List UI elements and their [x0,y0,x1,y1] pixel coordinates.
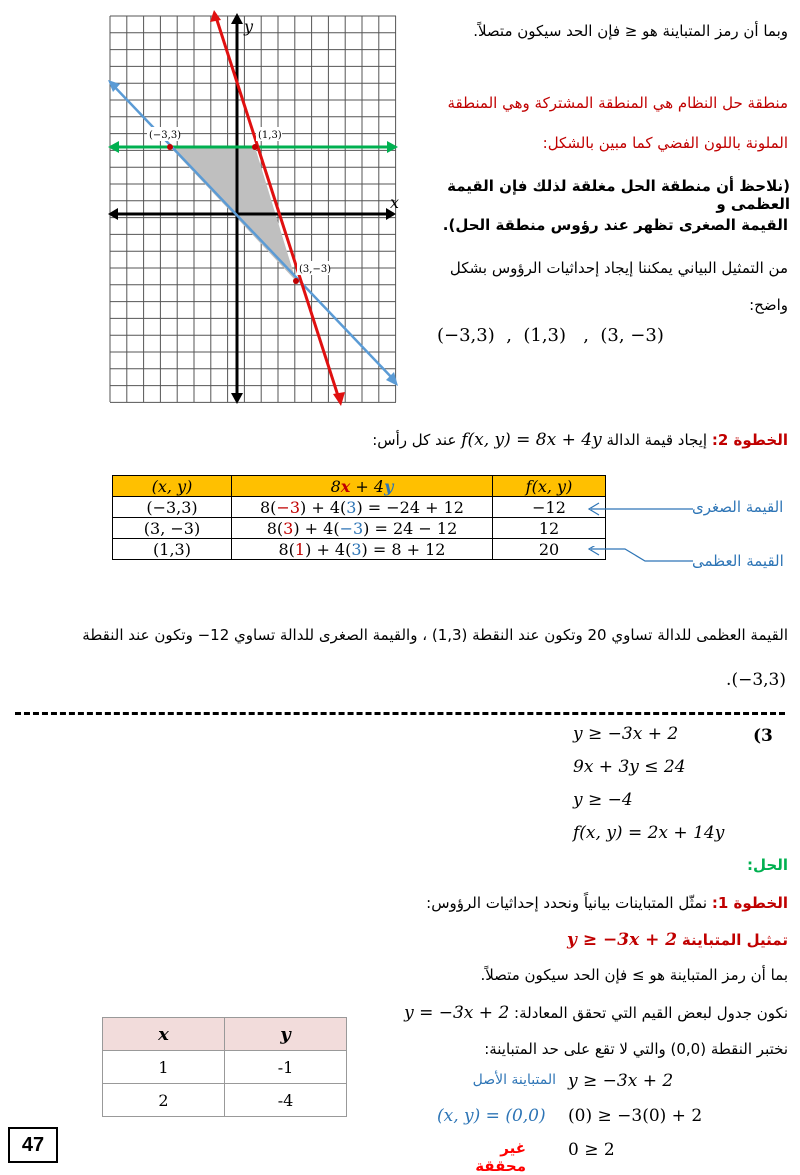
x-axis-label: x [390,193,400,212]
rep-inequality: y ≥ −3x + 2 [567,930,678,950]
problem-line: 9x + 3y ≤ 24 [573,757,686,777]
substitution: (0) ≥ −3(0) + 2 [568,1106,703,1126]
value-table-text: نكون جدول لبعض القيم التي تحقق المعادلة: [514,1004,788,1022]
vertex-point [293,278,299,284]
table-header: (x, y) [113,476,232,497]
table-cell: 20 [493,539,606,560]
green-arrow-right [387,141,398,153]
max-label: القيمة العظمى [692,552,784,570]
solution-label: الحل: [747,856,788,874]
closed-region-note-2: القيمة الصغرى تظهر عند رؤوس منطقة الحل). [442,216,788,234]
vertices-note-2: واضح: [749,296,788,314]
step2-line [8,430,788,450]
test-point: (x, y) = (0,0) [437,1106,546,1126]
step1-label: الخطوة 1: [711,894,788,912]
table-cell: 1 [103,1051,225,1084]
table-header: f(x, y) [493,476,606,497]
vertices-list: (−3,3) , (1,3) , (3, −3) [437,325,664,346]
solution-region-note-2: الملونة باللون الفضي كما مبين بالشكل: [542,134,788,152]
vertex-label: (3,−3) [299,264,332,275]
table-row [113,497,606,518]
table-header: 8x + 4y [232,476,493,497]
y-axis-arrow-top [231,13,243,24]
rep-title: تمثيل المتباينة [681,931,788,949]
table-row [113,518,606,539]
vertex-label: (1,3) [258,130,282,141]
table-cell: (−3,3) [113,497,232,518]
value-table-equation: y = −3x + 2 [404,1003,510,1023]
evaluation-table [112,475,606,560]
table-cell: 8(−3) + 4(3) = −24 + 12 [232,497,493,518]
test-point-note: نختبر النقطة (0,0) والتي لا تقع على حد المتباينة: [484,1040,788,1058]
section-divider [15,712,785,715]
vertex-point [252,144,258,150]
table-header: x [103,1018,225,1051]
min-label: القيمة الصغرى [692,498,784,516]
inequality-graph [104,10,400,406]
y-axis-label: y [244,17,254,36]
table-row [103,1051,347,1084]
note-solid-boundary: وبما أن رمز المتباينة هو ≤ فإن الحد سيكون متصلاً. [473,22,788,40]
table-cell: -4 [225,1084,347,1117]
problem-line: y ≥ −3x + 2 [573,724,679,744]
conclusion-line-2: .(−3,3) [726,670,786,690]
table-cell: 12 [493,518,606,539]
table-cell: 8(1) + 4(3) = 8 + 12 [232,539,493,560]
page-number: 47 [8,1127,58,1163]
not-true-label: غير محققة [475,1139,526,1175]
representation-title [288,930,788,950]
table-cell: −12 [493,497,606,518]
table-cell: 2 [103,1084,225,1117]
solution-region-note: منطقة حل النظام هي المنطقة المشتركة وهي المنطقة [447,94,788,112]
vertex-point [167,144,173,150]
table-header-row [113,476,606,497]
closed-region-note: (نلاحظ أن منطقة الحل مغلقة لذلك فإن القيمة العظمى و [447,177,790,213]
table-cell: (1,3) [113,539,232,560]
step2-label: الخطوة 2: [711,431,788,449]
step2-text-a: إيجاد قيمة الدالة [606,431,708,449]
vertex-label: (−3,3) [149,130,182,141]
table-cell: (3, −3) [113,518,232,539]
value-table [102,1017,347,1117]
table-header: y [225,1018,347,1051]
problem-number: (3 [753,726,773,746]
red-arrow-bottom [333,392,345,406]
table-row [103,1084,347,1117]
value-table-note [288,1003,788,1023]
problem-line: y ≥ −4 [573,790,633,810]
table-cell: -1 [225,1051,347,1084]
step1-text: نمثّل المتباينات بيانياً ونحدد إحداثيات الرؤوس: [426,894,708,912]
problem-line: f(x, y) = 2x + 14y [573,823,725,843]
step2-text-b: عند كل رأس: [372,431,457,449]
result: 0 ≥ 2 [568,1140,615,1160]
table-header-row [103,1018,347,1051]
solid-boundary-note: بما أن رمز المتباينة هو ≥ فإن الحد سيكون متصلاً. [480,966,788,984]
table-row [113,539,606,560]
conclusion-line-1: القيمة العظمى للدالة تساوي 20 وتكون عند النقطة (1,3) ، والقيمة الصغرى للدالة تساوي 12− وتكون عند النقطة [82,626,788,644]
step2-function: f(x, y) = 8x + 4y [461,430,602,450]
max-arrow [585,546,695,566]
original-inequality: y ≥ −3x + 2 [568,1071,674,1091]
original-inequality-label: المتباينة الأصل [472,1072,556,1088]
vertices-note: من التمثيل البياني يمكننا إيجاد إحداثيات الرؤوس بشكل [449,259,788,277]
table-cell: 8(3) + 4(−3) = 24 − 12 [232,518,493,539]
step1-line [8,894,788,912]
min-arrow [585,502,695,516]
